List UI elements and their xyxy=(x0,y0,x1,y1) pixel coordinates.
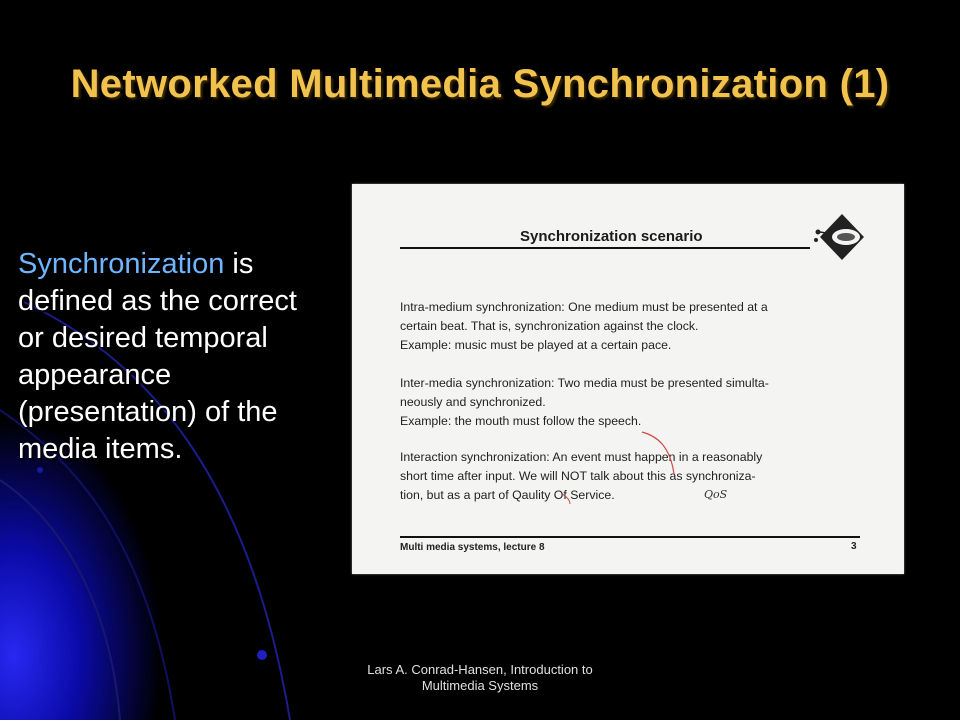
slide-title: Networked Multimedia Synchronization (1) xyxy=(70,62,890,106)
body-line-6: media items. xyxy=(18,433,183,465)
scan-line: short time after input. We will NOT talk about this as synchroniza- xyxy=(400,469,756,483)
scan-title: Synchronization scenario xyxy=(520,228,703,245)
scan-line: Example: music must be played at a certain pace. xyxy=(400,338,672,352)
scan-line: Inter-media synchronization: Two media must be presented simulta- xyxy=(400,376,769,390)
footer-line-2: Multimedia Systems xyxy=(421,678,539,693)
scan-footer-left: Multi media systems, lecture 8 xyxy=(400,542,545,553)
footer-line-1: Lars A. Conrad-Hansen, Introduction to xyxy=(367,662,593,677)
body-line-3: or desired temporal xyxy=(18,322,268,354)
scan-line: Example: the mouth must follow the speech. xyxy=(400,414,642,428)
scan-line: tion, but as a part of Qaulity Of Service. xyxy=(400,488,615,502)
body-keyword: Synchronization xyxy=(18,248,225,280)
body-line-5: (presentation) of the xyxy=(18,396,278,428)
scan-page-number: 3 xyxy=(851,541,857,552)
scan-bottom-rule xyxy=(400,536,860,538)
body-line-2: defined as the correct xyxy=(18,285,297,317)
scan-line: neously and synchronized. xyxy=(400,395,546,409)
red-pen-mark-icon xyxy=(352,184,904,574)
body-line-1-rest: is xyxy=(224,248,254,280)
scan-line: Interaction synchronization: An event must happen in a reasonably xyxy=(400,450,763,464)
scan-line: Intra-medium synchronization: One medium must be presented at a xyxy=(400,300,768,314)
body-line-4: appearance xyxy=(18,359,172,391)
body-line-1 xyxy=(12,246,342,283)
handwritten-note: QoS xyxy=(704,488,728,501)
decor-dot xyxy=(257,650,267,660)
scan-line: certain beat. That is, synchronization against the clock. xyxy=(400,319,699,333)
slide-footer xyxy=(330,662,630,694)
slide-body-text xyxy=(12,246,342,468)
scanned-slide-image xyxy=(352,184,904,574)
